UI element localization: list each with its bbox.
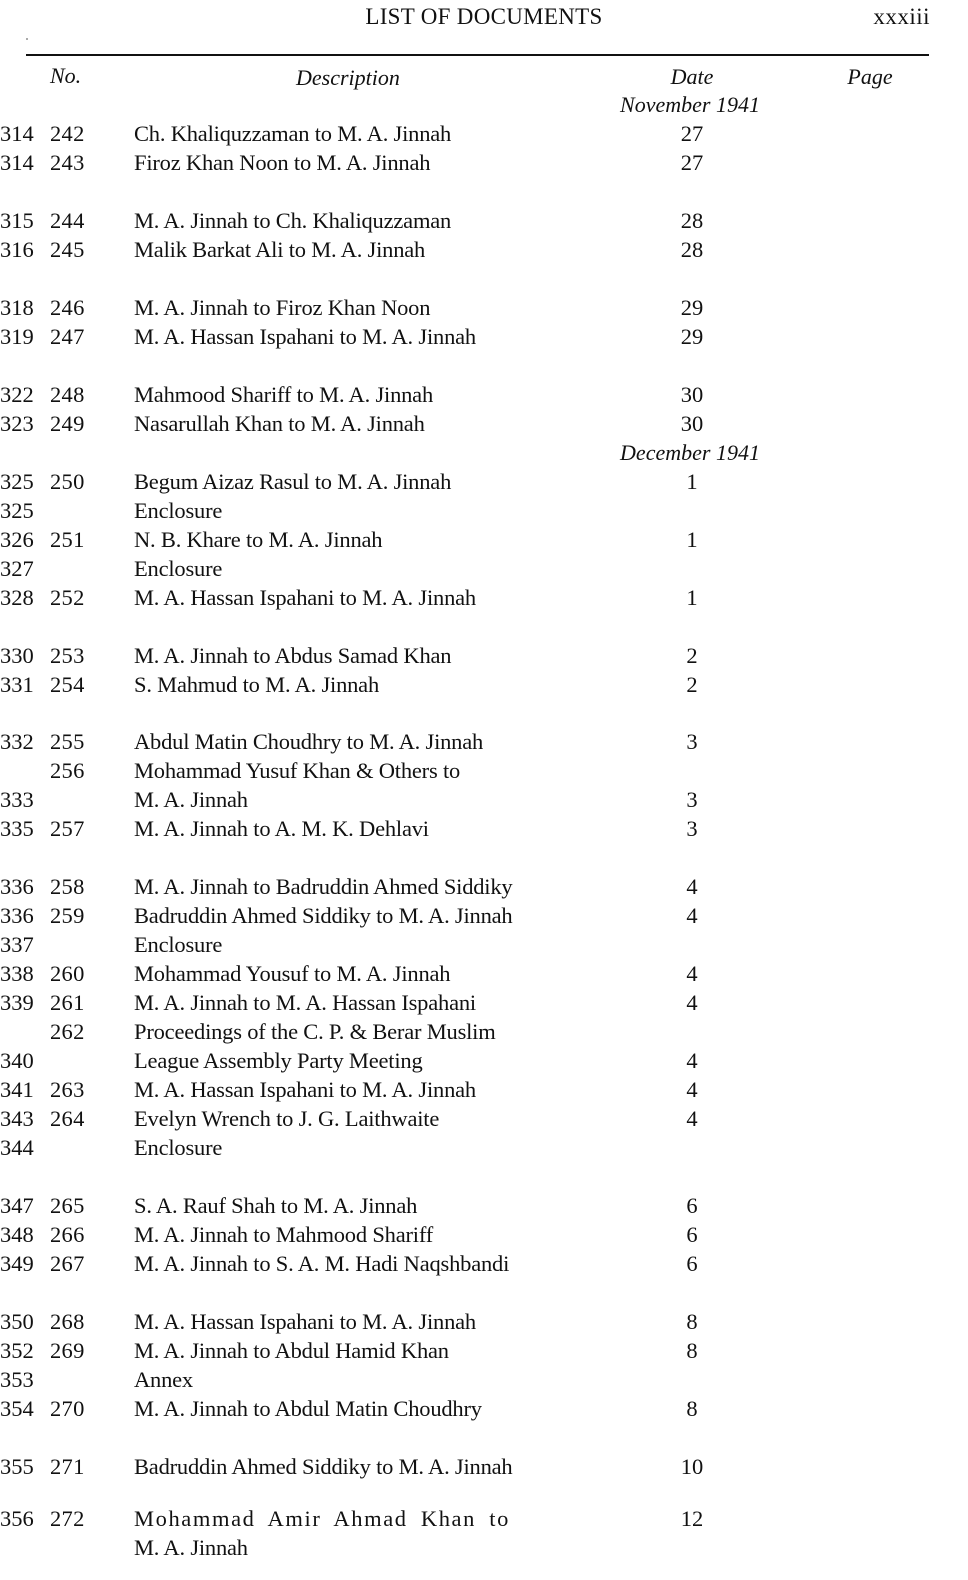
table-row [0,1193,968,1222]
document-description: M. A. Hassan Ispahani to M. A. Jinnah [134,324,476,349]
table-row [0,1048,968,1077]
document-number: 262 [50,1019,85,1044]
document-description: Enclosure [134,932,223,957]
document-description: M. A. Jinnah [134,787,248,812]
document-description: Abdul Matin Choudhry to M. A. Jinnah [134,729,484,754]
document-description: M. A. Jinnah to Abdul Hamid Khan [134,1338,449,1363]
document-page: 315 [0,208,34,233]
document-page: 348 [0,1222,34,1247]
document-description: M. A. Jinnah to Mahmood Shariff [134,1222,434,1247]
document-date: 4 [686,1106,698,1131]
document-date: 4 [686,903,698,928]
document-page: 314 [0,121,34,146]
document-number: 260 [50,961,85,986]
column-header-page: Page [847,64,893,89]
document-number: 242 [50,121,85,146]
month-heading: December 1941 [620,440,760,465]
document-date: 27 [680,121,704,146]
document-page: 352 [0,1338,34,1363]
document-description: Mohammad Yousuf to M. A. Jinnah [134,961,451,986]
document-page: 338 [0,961,34,986]
table-row [0,121,968,150]
table-row [0,498,968,527]
document-page: 344 [0,1135,34,1160]
document-number: 265 [50,1193,85,1218]
document-description: Annex [134,1367,193,1392]
document-page: 337 [0,932,34,957]
document-description: League Assembly Party Meeting [134,1048,423,1073]
document-number: 269 [50,1338,85,1363]
document-page: 331 [0,672,34,697]
document-date: 1 [686,527,698,552]
document-page: 327 [0,556,34,581]
document-page: 355 [0,1454,34,1479]
document-description: Badruddin Ahmed Siddiky to M. A. Jinnah [134,903,513,928]
document-page: 349 [0,1251,34,1276]
document-page: 319 [0,324,34,349]
document-number: 257 [50,816,85,841]
table-row [0,990,968,1019]
document-description: Enclosure [134,556,223,581]
table-row [0,1251,968,1280]
document-page: 326 [0,527,34,552]
document-description: M. A. Jinnah to M. A. Hassan Ispahani [134,990,476,1015]
document-date: 3 [686,729,698,754]
column-header-no: No. [50,63,82,88]
document-number: 259 [50,903,85,928]
document-number: 243 [50,150,85,175]
document-description: Enclosure [134,1135,223,1160]
document-number: 247 [50,324,85,349]
table-row [0,1309,968,1338]
table-row [0,758,968,787]
document-number: 244 [50,208,85,233]
document-page: 325 [0,498,34,523]
document-page: 335 [0,816,34,841]
document-description: Begum Aizaz Rasul to M. A. Jinnah [134,469,452,494]
document-page: 323 [0,411,34,436]
document-description: Mohammad Yusuf Khan & Others to [134,758,461,783]
table-row [0,1135,968,1164]
document-date: 8 [686,1396,698,1421]
table-row [0,643,968,672]
document-date: 2 [686,643,698,668]
document-date: 4 [686,1048,698,1073]
document-date: 8 [686,1338,698,1363]
table-row [0,932,968,961]
document-description: Badruddin Ahmed Siddiky to M. A. Jinnah [134,1454,513,1479]
table-row [0,237,968,266]
document-date: 6 [686,1193,698,1218]
document-page: 332 [0,729,34,754]
document-description: M. A. Jinnah to Firoz Khan Noon [134,295,431,320]
document-date: 4 [686,961,698,986]
document-description: M. A. Hassan Ispahani to M. A. Jinnah [134,585,476,610]
page-title: LIST OF DOCUMENTS [365,4,603,29]
document-description: S. A. Rauf Shah to M. A. Jinnah [134,1193,418,1218]
table-row [0,1506,968,1535]
table-row [0,729,968,758]
document-date: 28 [680,208,704,233]
document-date: 4 [686,990,698,1015]
document-number: 248 [50,382,85,407]
document-description: M. A. Jinnah to Abdus Samad Khan [134,643,452,668]
table-row [0,382,968,411]
document-number: 254 [50,672,85,697]
document-description: Mahmood Shariff to M. A. Jinnah [134,382,434,407]
document-number: 249 [50,411,85,436]
document-description: Evelyn Wrench to J. G. Laithwaite [134,1106,440,1131]
document-number: 246 [50,295,85,320]
document-date: 29 [680,324,704,349]
table-row [0,324,968,353]
document-description: Malik Barkat Ali to M. A. Jinnah [134,237,426,262]
table-row [0,961,968,990]
document-date: 30 [680,411,704,436]
document-description: M. A. Jinnah to Badruddin Ahmed Siddiky [134,874,513,899]
table-row [0,556,968,585]
document-page: 330 [0,643,34,668]
document-date: 12 [680,1506,704,1531]
document-description: M. A. Jinnah to Abdul Matin Choudhry [134,1396,482,1421]
document-number: 261 [50,990,85,1015]
table-row [0,527,968,556]
document-number: 255 [50,729,85,754]
document-number: 272 [50,1506,85,1531]
document-date: 3 [686,816,698,841]
table-row [0,1106,968,1135]
document-page: 347 [0,1193,34,1218]
table-row [0,1454,968,1483]
table-row [0,208,968,237]
table-row [0,874,968,903]
document-page: 314 [0,150,34,175]
document-description: Ch. Khaliquzzaman to M. A. Jinnah [134,121,452,146]
document-page: 356 [0,1506,34,1531]
table-row [0,469,968,498]
table-row [0,150,968,179]
table-row [0,816,968,845]
document-page: 340 [0,1048,34,1073]
document-description: M. A. Hassan Ispahani to M. A. Jinnah [134,1309,476,1334]
document-page: 350 [0,1309,34,1334]
table-row [0,1367,968,1396]
document-number: 268 [50,1309,85,1334]
document-number: 270 [50,1396,85,1421]
document-date: 10 [680,1454,704,1479]
document-number: 252 [50,585,85,610]
document-page: 343 [0,1106,34,1131]
document-description: Enclosure [134,498,223,523]
page-number: xxxiii [873,4,930,29]
document-page: 336 [0,874,34,899]
document-date: 3 [686,787,698,812]
document-date: 6 [686,1222,698,1247]
table-row [0,1338,968,1367]
document-number: 267 [50,1251,85,1276]
document-number: 256 [50,758,85,783]
table-row [0,903,968,932]
document-page: 354 [0,1396,34,1421]
document-page: 353 [0,1367,34,1392]
document-description: Firoz Khan Noon to M. A. Jinnah [134,150,431,175]
document-page: 328 [0,585,34,610]
document-date: 1 [686,469,698,494]
scan-speck [26,38,28,40]
document-page: 341 [0,1077,34,1102]
document-number: 266 [50,1222,85,1247]
document-description: S. Mahmud to M. A. Jinnah [134,672,380,697]
document-description: M. A. Hassan Ispahani to M. A. Jinnah [134,1077,476,1102]
document-date: 27 [680,150,704,175]
table-row [0,672,968,701]
document-number: 263 [50,1077,85,1102]
document-description: Proceedings of the C. P. & Berar Muslim [134,1019,496,1044]
document-number: 258 [50,874,85,899]
document-page: 333 [0,787,34,812]
document-number: 251 [50,527,85,552]
document-number: 271 [50,1454,85,1479]
document-number: 253 [50,643,85,668]
document-page: 316 [0,237,34,262]
document-date: 1 [686,585,698,610]
header-rule [26,54,929,56]
document-date: 4 [686,874,698,899]
table-row [0,1019,968,1048]
table-row [0,1396,968,1425]
table-row [0,1077,968,1106]
table-row [0,1222,968,1251]
month-heading: November 1941 [620,92,760,117]
document-date: 4 [686,1077,698,1102]
document-number: 264 [50,1106,85,1131]
document-description: Mohammad Amir Ahmad Khan to [134,1506,510,1531]
document-page: 325 [0,469,34,494]
column-header-description: Description [296,65,400,90]
document-date: 2 [686,672,698,697]
document-date: 8 [686,1309,698,1334]
document-description: Nasarullah Khan to M. A. Jinnah [134,411,425,436]
document-page: 318 [0,295,34,320]
document-date: 29 [680,295,704,320]
table-row [0,411,968,440]
document-number: 245 [50,237,85,262]
document-description: M. A. Jinnah to Ch. Khaliquzzaman [134,208,452,233]
table-row [0,1535,968,1564]
document-page: 339 [0,990,34,1015]
document-date: 28 [680,237,704,262]
document-page: 322 [0,382,34,407]
table-row [0,585,968,614]
table-row [0,295,968,324]
document-date: 6 [686,1251,698,1276]
document-number: 250 [50,469,85,494]
document-description: M. A. Jinnah [134,1535,248,1560]
document-date: 30 [680,382,704,407]
document-description: N. B. Khare to M. A. Jinnah [134,527,383,552]
table-row [0,787,968,816]
document-description: M. A. Jinnah to S. A. M. Hadi Naqshbandi [134,1251,510,1276]
column-header-date: Date [670,64,714,89]
document-description: M. A. Jinnah to A. M. K. Dehlavi [134,816,429,841]
document-page: 336 [0,903,34,928]
